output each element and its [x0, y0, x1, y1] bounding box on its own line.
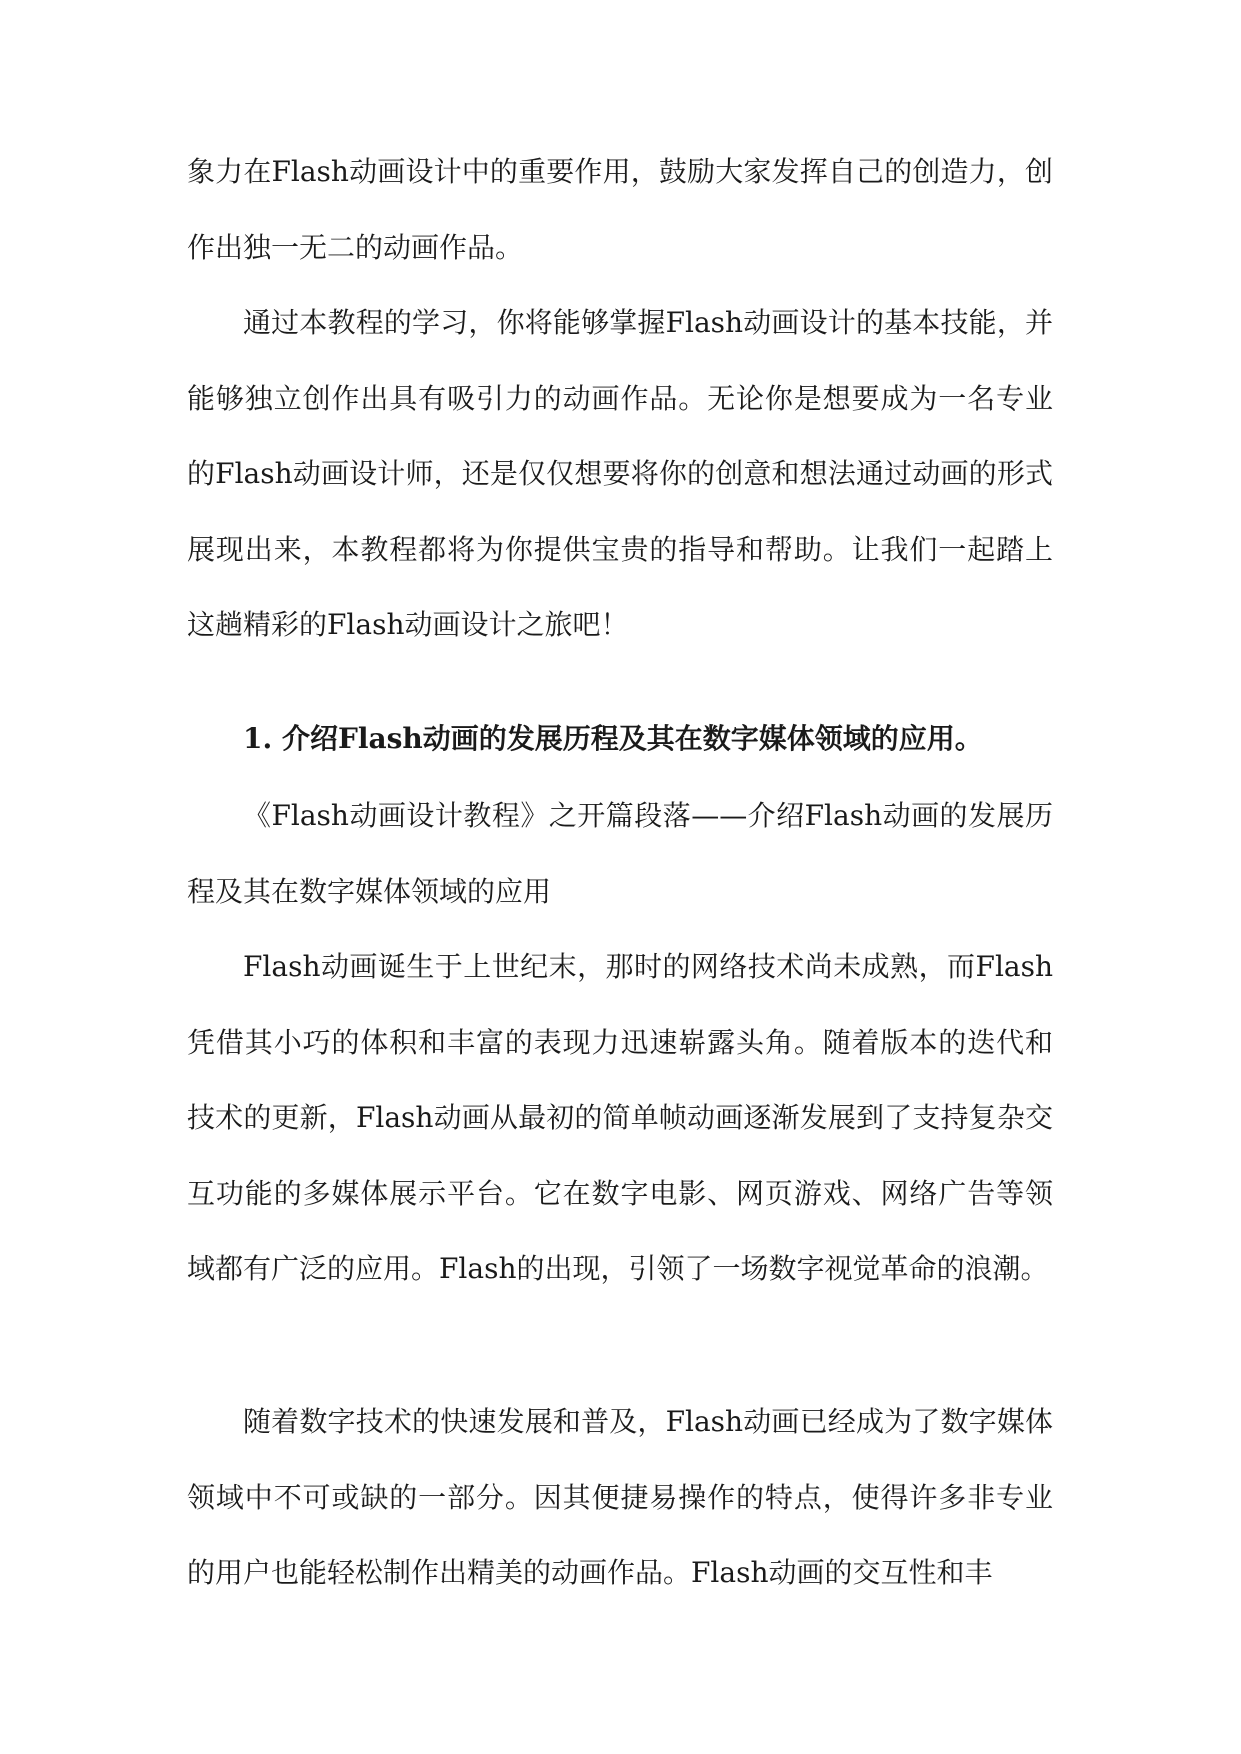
paragraph-continuation: 象力在Flash动画设计中的重要作用，鼓励大家发挥自己的创造力，创作出独一无二的动画作品。	[187, 155, 1053, 264]
section-heading: 1. 介绍Flash动画的发展历程及其在数字媒体领域的应用。	[243, 722, 983, 755]
paragraph-digital-media: 随着数字技术的快速发展和普及，Flash动画已经成为了数字媒体领域中不可或缺的一部分。因其便捷易操作的特点，使得许多非专业的用户也能轻松制作出精美的动画作品。Flash动画的交互性和丰	[187, 1405, 1053, 1589]
paragraph-tutorial-goals: 通过本教程的学习，你将能够掌握Flash动画设计的基本技能，并能够独立创作出具有吸引力的动画作品。无论你是想要成为一名专业的Flash动画设计师，还是仅仅想要将你的创意和想法通过动画的形式展现出来，本教程都将为你提供宝贵的指导和帮助。让我们一起踏上这趟精彩的Flash动画设计之旅吧！	[187, 306, 1053, 641]
paragraph-flash-history: Flash动画诞生于上世纪末，那时的网络技术尚未成熟，而Flash凭借其小巧的体积和丰富的表现力迅速崭露头角。随着版本的迭代和技术的更新，Flash动画从最初的简单帧动画逐渐发展到了支持复杂交互功能的多媒体展示平台。它在数字电影、网页游戏、网络广告等领域都有广泛的应用。Flash的出现，引领了一场数字视觉革命的浪潮。	[187, 950, 1053, 1285]
paragraph-opening-title: 《Flash动画设计教程》之开篇段落——介绍Flash动画的发展历程及其在数字媒体领域的应用	[187, 799, 1053, 908]
